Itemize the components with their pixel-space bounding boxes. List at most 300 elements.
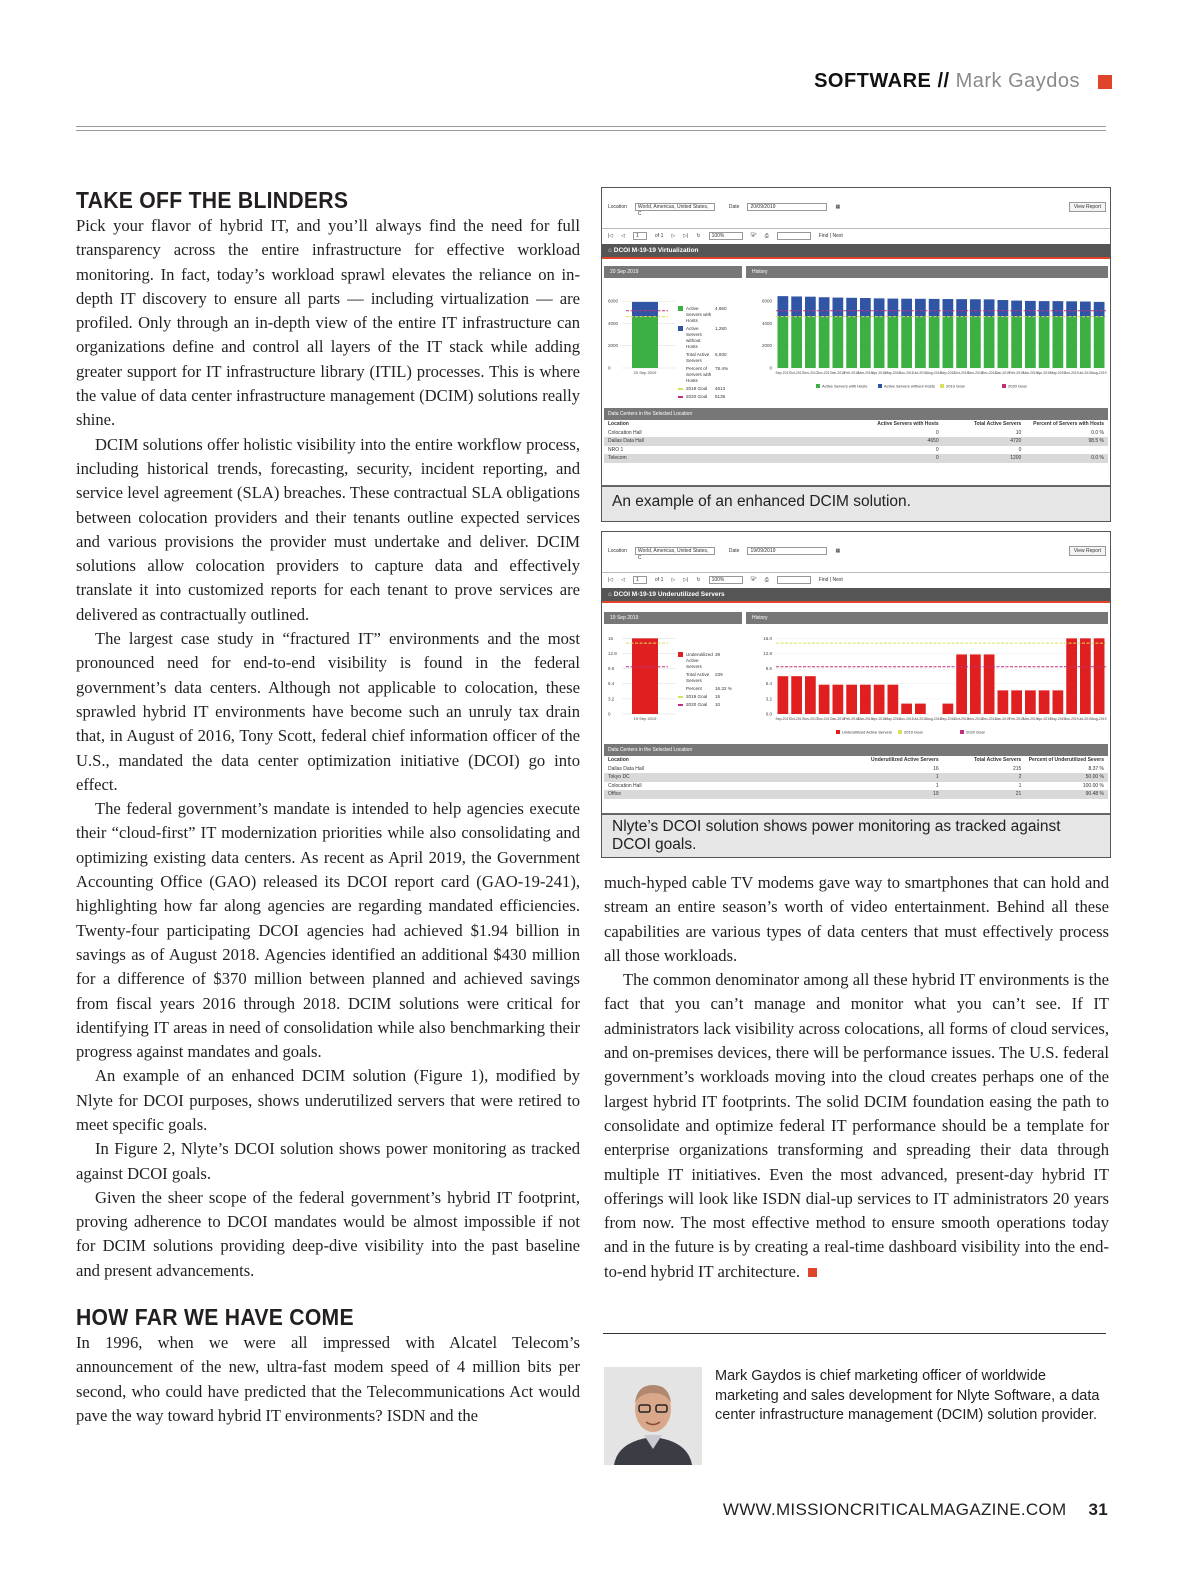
figure-caption: Nlyte’s DCOI solution shows power monitoring as tracked against DCOI goals. — [602, 813, 1110, 857]
column-header: Percent of Servers with Hosts — [1033, 421, 1105, 427]
history-panel-header: History — [746, 266, 1108, 278]
author-photo — [604, 1367, 702, 1465]
x-tick-label: Dec-2018 — [981, 371, 997, 375]
bar — [632, 638, 658, 714]
x-tick-label: Aug-2019 — [1091, 371, 1107, 375]
view-report-button[interactable]: View Report — [1069, 202, 1106, 212]
bar — [943, 317, 954, 368]
table-cell: 0 — [1018, 446, 1022, 453]
x-tick-label: Feb-2019 — [1009, 371, 1024, 375]
legend-swatch — [678, 396, 683, 398]
paragraph: Pick your flavor of hybrid IT, and you’ll always find the need for full transparency across the entire infrastructure for effective workload monitoring. In fact, today’s workload sprawl elevates the reliance on in-depth IT discovery to ensure all parts — including virtualization — are profiled. Only through an in-depth view of the entire IT infrastructure can organizations define and control all layers of the IT stack while adding greater support for IT infrastructure library (ITIL) processes. This is where the value of data center infrastructure management (DCIM) solutions really shine. — [76, 216, 580, 430]
bar — [984, 299, 995, 316]
legend-label: Underutilized Active Servers — [686, 652, 713, 669]
paragraph: much-hyped cable TV modems gave way to smartphones that can hold and stream an entire season’s worth of video entertainment. Behind all these capabilities are various types of data centers that must effectively process all those workloads. — [604, 873, 1109, 965]
first-page-icon[interactable]: |◁ — [608, 577, 614, 583]
legend-swatch — [678, 652, 683, 657]
x-tick-label: Aug-2019 — [1091, 717, 1107, 721]
refresh-icon[interactable]: ↻ — [696, 577, 701, 583]
bar — [998, 690, 1009, 714]
bar — [860, 298, 871, 317]
next-page-icon[interactable]: ▷ — [671, 233, 676, 239]
bio-divider — [603, 1333, 1106, 1334]
legend-value: 10 — [715, 702, 721, 707]
bar — [901, 704, 912, 714]
table-cell: Dallas Data Hall — [608, 438, 644, 444]
footer — [723, 1500, 1108, 1520]
table-cell: 50.00 % — [1085, 774, 1105, 780]
y-tick-label: 16.0 — [763, 635, 772, 641]
x-tick-label: Apr-2018 — [872, 717, 887, 721]
bar — [998, 317, 1009, 368]
bar — [791, 676, 802, 714]
x-tick-label: May-2019 — [1050, 371, 1066, 375]
right-column — [604, 871, 1109, 1284]
legend-value: 5,930 — [715, 352, 727, 357]
save-icon[interactable]: 🖫▾ — [750, 576, 757, 582]
running-header — [814, 70, 1112, 93]
bar — [915, 317, 926, 368]
x-tick-label: Jul-2018 — [913, 717, 927, 721]
bar — [888, 299, 899, 317]
legend-swatch — [678, 388, 683, 390]
last-page-icon[interactable]: ▷| — [683, 233, 689, 239]
bar — [956, 317, 967, 368]
bar — [833, 317, 844, 368]
legend-swatch — [878, 384, 882, 388]
table-row[interactable] — [604, 790, 1108, 799]
bar — [1011, 301, 1022, 317]
table-header-row — [604, 756, 1108, 765]
x-tick-label: Mar-2018 — [858, 371, 873, 375]
x-tick-label: Jan-2019 — [995, 717, 1010, 721]
x-tick-label: Nov-2018 — [968, 371, 983, 375]
y-tick-label: 6.4 — [608, 681, 615, 687]
bar — [1025, 301, 1036, 317]
x-tick-label: Oct-2017 — [789, 371, 804, 375]
save-icon[interactable]: 🖫▾ — [750, 232, 757, 238]
author-label: Mark Gaydos — [955, 70, 1080, 92]
bar — [860, 317, 871, 368]
x-tick-label: Aug-2018 — [926, 371, 942, 375]
report-params — [602, 547, 1110, 561]
bar — [915, 704, 926, 714]
x-tick-label: Jun-2018 — [899, 371, 914, 375]
y-tick-label: 2000 — [608, 343, 619, 349]
legend-swatch — [678, 686, 683, 691]
left-column — [76, 182, 580, 1428]
bar — [874, 685, 885, 714]
refresh-icon[interactable]: ↻ — [696, 233, 701, 239]
table-cell — [1021, 446, 1104, 455]
x-tick-label: Jul-2019 — [1078, 371, 1092, 375]
legend-swatch — [816, 384, 820, 388]
view-report-button[interactable]: View Report — [1069, 546, 1106, 556]
table-cell: 215 — [1013, 765, 1022, 772]
paragraph: An example of an enhanced DCIM solution (Figure 1), modified by Nlyte for DCOI purposes, shows underutilized servers that were retired to meet specific goals. — [76, 1066, 580, 1134]
table-cell: 1200 — [1010, 455, 1022, 461]
table-cell: 4650 — [927, 438, 939, 444]
bar — [1080, 317, 1091, 368]
legend-label: 2020 Goal — [1008, 383, 1027, 389]
heading-take-off-the-blinders: TAKE OFF THE BLINDERS — [76, 187, 349, 213]
legend-label: Percent — [686, 686, 702, 691]
column-header: Underutilized Active Servers — [871, 757, 939, 763]
bar — [1039, 317, 1050, 368]
x-tick-label: May-2018 — [885, 371, 901, 375]
y-tick-label: 12.8 — [608, 650, 617, 656]
bar — [778, 317, 789, 368]
legend-label: 2020 Goal — [686, 394, 708, 399]
x-tick-label: Mar-2019 — [1023, 717, 1038, 721]
bar — [874, 317, 885, 368]
bar — [632, 302, 658, 317]
table-title: Data Centers in the Selected Location — [604, 408, 1108, 420]
zoom-select[interactable]: 100% — [709, 576, 743, 584]
table-row[interactable] — [604, 454, 1108, 463]
date-label: Date — [728, 204, 740, 210]
table-row[interactable] — [604, 429, 1108, 438]
table-cell: 90.48 % — [1085, 791, 1105, 797]
legend-label: Percent of Servers with Hosts — [686, 366, 712, 383]
column-header: Percent of Underutilized Severs — [1028, 757, 1105, 763]
x-tick-label: May-2019 — [1050, 717, 1066, 721]
report-params — [602, 203, 1110, 217]
legend-item — [678, 652, 748, 670]
x-tick-label: Jan-2019 — [995, 371, 1010, 375]
figure-2 — [601, 531, 1111, 858]
dcim-screenshot — [602, 188, 1110, 485]
bar — [888, 685, 899, 714]
bar — [778, 676, 789, 714]
x-tick-label: Aug-2018 — [926, 717, 942, 721]
bar — [956, 299, 967, 317]
calendar-icon[interactable]: ▦ — [835, 204, 841, 210]
table-title: Data Centers in the Selected Location — [604, 744, 1108, 756]
legend-label: 2020 Goal — [686, 702, 708, 707]
legend-value: 5136 — [715, 394, 726, 399]
x-tick-label: Feb-2018 — [844, 371, 859, 375]
find-next-links[interactable]: Find | Next — [818, 577, 843, 583]
x-tick-label: Nov-2017 — [803, 371, 818, 375]
bar — [970, 654, 981, 714]
current-chart — [602, 630, 682, 740]
column-header: Total Active Servers — [973, 757, 1022, 763]
legend-label: Total Active Servers — [686, 352, 710, 363]
heading-how-far-we-have-come: HOW FAR WE HAVE COME — [76, 1304, 354, 1331]
first-page-icon[interactable]: |◁ — [608, 233, 614, 239]
x-tick-label: Jan-2018 — [830, 371, 845, 375]
legend-value: 15 — [715, 694, 721, 699]
legend-swatch — [678, 306, 683, 311]
legend-item — [678, 686, 748, 692]
legend-label: 2019 Goal — [686, 694, 708, 699]
bar — [819, 317, 830, 368]
legend-value: 4613 — [715, 386, 726, 391]
find-input[interactable] — [777, 576, 811, 584]
page-count: of 1 — [655, 233, 664, 239]
last-page-icon[interactable]: ▷| — [683, 577, 689, 583]
home-icon[interactable]: ⌂ — [608, 591, 612, 598]
legend-swatch — [940, 384, 944, 388]
calendar-icon[interactable]: ▦ — [835, 548, 841, 554]
y-tick-label: 6000 — [761, 298, 772, 304]
bar — [901, 299, 912, 317]
column-header: Location — [608, 757, 629, 763]
table-row[interactable] — [604, 765, 1108, 774]
legend-label: 2020 Goal — [966, 729, 985, 735]
y-tick-label: 3.2 — [765, 696, 772, 702]
legend-label: Active Servers with Hosts — [686, 306, 712, 323]
report-toolbar — [602, 228, 1110, 240]
x-tick-label: Jun-2019 — [1064, 371, 1079, 375]
page-input[interactable]: 1 — [633, 576, 647, 584]
x-tick-label: Oct-2017 — [789, 717, 804, 721]
bar — [1080, 638, 1091, 714]
report-toolbar — [602, 572, 1110, 584]
bar — [1080, 302, 1091, 317]
x-tick-label: Feb-2018 — [844, 717, 859, 721]
column-header: Total Active Servers — [973, 421, 1022, 427]
table-row[interactable] — [604, 773, 1108, 782]
table-row[interactable] — [604, 782, 1108, 791]
magazine-url: WWW.MISSIONCRITICALMAGAZINE.COM — [722, 1500, 1067, 1519]
home-icon[interactable]: ⌂ — [608, 247, 612, 254]
y-tick-label: 4000 — [761, 320, 772, 326]
legend-label: Active Servers without Hosts — [884, 383, 935, 389]
legend-label: 2019 Goal — [946, 383, 965, 389]
bar — [805, 297, 816, 317]
print-icon[interactable]: ⎙ — [764, 233, 769, 239]
y-tick-label: 16 — [608, 635, 614, 641]
date-input[interactable]: 20/09/2019 — [747, 203, 827, 211]
bar — [984, 654, 995, 714]
table-cell: Dallas Data Hall — [608, 765, 644, 772]
legend-item — [678, 394, 748, 400]
table-cell: Office — [608, 791, 621, 797]
x-tick-label: Oct-2018 — [954, 717, 969, 721]
history-panel-header: History — [746, 612, 1108, 624]
bar — [1011, 690, 1022, 714]
y-tick-label: 9.6 — [608, 666, 615, 672]
section-label: SOFTWARE // — [814, 70, 950, 92]
legend-label: Underutilized Active Servers — [842, 729, 893, 735]
data-centers-table — [604, 408, 1108, 463]
legend-item — [678, 702, 748, 708]
bar — [846, 298, 857, 317]
x-tick-label: Jun-2019 — [1064, 717, 1079, 721]
legend-value: 78.4% — [715, 366, 729, 371]
bar — [1053, 301, 1064, 317]
y-tick-label: 3.2 — [608, 696, 615, 702]
paragraph: In 1996, when we were all impressed with Alcatel Telecom’s announcement of the new, ultra-fast modem speed of 4 million bits per second, who could have predicted that the Telecommunications Act would pave the way toward hybrid IT environments? ISDN and the — [76, 1333, 580, 1425]
legend-swatch — [836, 730, 840, 734]
bar — [805, 317, 816, 368]
legend-swatch — [898, 730, 902, 734]
bar — [1094, 317, 1105, 368]
legend-value: 239 — [715, 672, 723, 677]
legend-label: Active Servers with Hosts — [822, 383, 868, 389]
legend-swatch — [678, 696, 683, 698]
bar — [915, 299, 926, 317]
bar — [929, 317, 940, 368]
table-row[interactable] — [604, 446, 1108, 455]
legend-swatch — [678, 366, 683, 371]
location-label: Location — [608, 204, 627, 210]
bar — [632, 317, 658, 368]
next-page-icon[interactable]: ▷ — [671, 577, 676, 583]
bar — [901, 317, 912, 368]
table-cell: 0 — [935, 429, 939, 436]
bar — [970, 299, 981, 316]
bar — [943, 704, 954, 714]
current-legend — [678, 306, 748, 402]
y-tick-label: 0 — [608, 711, 611, 717]
end-mark-icon — [808, 1268, 817, 1277]
y-tick-label: 0 — [608, 365, 611, 371]
legend-item — [678, 386, 748, 392]
current-panel-header: 20 Sep 2019 — [604, 266, 742, 278]
current-panel-header: 19 Sep 2019 — [604, 612, 742, 624]
table-cell: 8.37 % — [1088, 765, 1105, 772]
paragraph: Given the sheer scope of the federal government’s hybrid IT footprint, proving adherence to DCOI mandates would be almost impossible if not for DCIM solutions providing deep-dive visibility into the past baseline and present advancements. — [76, 1187, 580, 1280]
legend-item — [678, 672, 748, 684]
x-tick-label: Mar-2018 — [858, 717, 873, 721]
prev-page-icon[interactable]: ◁ — [621, 233, 626, 239]
y-tick-label: 4000 — [608, 320, 619, 326]
table-cell: 0 — [935, 455, 939, 461]
bar — [1011, 317, 1022, 368]
bar — [1094, 302, 1105, 317]
x-tick-label: Dec-2018 — [981, 717, 997, 721]
location-select[interactable]: World, Americas, United States, C — [635, 203, 715, 211]
x-tick-label: 19 Sep 2019 — [633, 716, 657, 721]
x-tick-label: Apr-2019 — [1037, 371, 1052, 375]
x-tick-label: Jul-2019 — [1078, 717, 1092, 721]
y-tick-label: 6.4 — [765, 681, 772, 687]
bar — [956, 654, 967, 714]
legend-swatch — [960, 730, 964, 734]
legend-value: 39 — [715, 652, 721, 657]
page-input[interactable]: 1 — [633, 232, 647, 240]
page-count: of 1 — [655, 577, 664, 583]
table-row[interactable] — [604, 437, 1108, 446]
find-input[interactable] — [777, 232, 811, 240]
bar — [860, 685, 871, 714]
bar — [846, 317, 857, 368]
table-cell: NRO 1 — [608, 446, 624, 453]
table-cell: 1 — [1018, 782, 1022, 789]
bar — [805, 676, 816, 714]
legend-label: Active Servers without Hosts — [686, 326, 702, 349]
x-tick-label: Sep-2017 — [775, 717, 791, 721]
legend-label: 2019 Goal — [904, 729, 923, 735]
bar — [874, 298, 885, 316]
legend-label: 2019 Goal — [686, 386, 708, 391]
bar — [833, 685, 844, 714]
legend-item — [678, 306, 748, 324]
bar — [1094, 638, 1105, 714]
header-rule — [76, 126, 1106, 131]
location-select[interactable]: World, Americas, United States, C — [635, 547, 715, 555]
legend-value: 4,650 — [715, 306, 727, 311]
location-label: Location — [608, 548, 627, 554]
date-input[interactable]: 19/09/2019 — [747, 547, 827, 555]
bar — [819, 685, 830, 714]
page-number: 31 — [1088, 1500, 1108, 1519]
x-tick-label: Oct-2018 — [954, 371, 969, 375]
history-chart — [746, 630, 1110, 740]
prev-page-icon[interactable]: ◁ — [621, 577, 626, 583]
print-icon[interactable]: ⎙ — [764, 577, 769, 583]
table-cell: 100.00 % — [1082, 782, 1105, 789]
table-cell: Colocation Hall — [608, 429, 642, 436]
report-title-bar — [602, 588, 1110, 603]
table-cell: 0.0 % — [1091, 429, 1105, 436]
table-cell: Colocation Hall — [608, 782, 642, 789]
report-title-bar — [602, 244, 1110, 259]
column-header: Active Servers with Hosts — [877, 421, 939, 427]
zoom-select[interactable]: 100% — [709, 232, 743, 240]
table-cell: 19 — [933, 791, 939, 797]
x-tick-label: Sep-2018 — [940, 717, 956, 721]
legend-swatch — [678, 352, 683, 357]
paragraph: DCIM solutions offer holistic visibility into the entire workflow process, including historical trends, forecasting, security, incident reporting, and service level agreement (SLA) breaches. These contractual SLA obligations between colocation providers and their tenants outline expected services and various provisions the provider must undertake and deliver. DCIM solutions allow colocation providers to capture data and effectively translate it into customized reports for each tenant to prove services are delivered as contractually outlined. — [76, 434, 580, 624]
legend-item — [678, 366, 748, 384]
y-tick-label: 0 — [769, 365, 772, 371]
bar — [970, 317, 981, 368]
history-chart — [746, 284, 1110, 394]
figure-1 — [601, 187, 1111, 522]
y-tick-label: 9.6 — [765, 666, 772, 672]
bar — [929, 299, 940, 317]
table-cell: Tokyo DC — [608, 774, 630, 780]
paragraph: The federal government’s mandate is intended to help agencies execute their “cloud-first” IT modernization priorities while also consolidating and optimizing existing data centers. As recent as April 2019, the Government Accounting Office (GAO) released its DCOI report card (GAO-19-241), highlighting how far along agencies are regarding mandated efficiencies. Twenty-four participating DCOI agencies had achieved $1.94 billion in savings as of August 2018. Agencies identified an additional $430 million for a difference of $370 million between planned and achieved savings from fiscal years 2016 through 2018. DCIM solutions were critical for identifying IT areas in need of consolidation while also benchmarking their progress against mandates and goals. — [76, 799, 580, 1062]
paragraph: The largest case study in “fractured IT” environments and the most pronounced need for end-to-end visibility is found in the federal government’s data centers. Although not applicable to colocation, these sprawled hybrid IT environments have become such an unruly tax drain that, in August of 2016, Tony Scott, federal chief information officer of the U.S., mandated the data center optimization initiative (DCOI) go into effect. — [76, 629, 580, 794]
x-tick-label: Feb-2019 — [1009, 717, 1024, 721]
x-tick-label: Sep-2018 — [940, 371, 956, 375]
legend-item — [678, 694, 748, 700]
bar — [1066, 317, 1077, 368]
table-cell: 98.5 % — [1088, 438, 1105, 444]
find-next-links[interactable]: Find | Next — [818, 233, 843, 239]
x-tick-label: Sep-2017 — [775, 371, 791, 375]
bar — [943, 299, 954, 317]
x-tick-label: Dec-2017 — [816, 371, 832, 375]
table-header-row — [604, 420, 1108, 429]
bar — [1053, 690, 1064, 714]
dcim-screenshot — [602, 532, 1110, 813]
bar — [846, 685, 857, 714]
data-centers-table — [604, 744, 1108, 799]
bar — [1066, 301, 1077, 316]
bar — [1039, 690, 1050, 714]
bar — [791, 296, 802, 316]
legend-value: 1,280 — [715, 326, 727, 331]
x-tick-label: Jul-2018 — [913, 371, 927, 375]
legend-item — [678, 352, 748, 364]
bar — [1025, 690, 1036, 714]
x-tick-label: 20 Sep 2019 — [633, 370, 657, 375]
paragraph-text: The common denominator among all these hybrid IT environments is the fact that you can’t manage and monitor what you can’t see. If IT administrators lack visibility across colocations, all forms of cloud services, and on-premises devices, there will be performance issues. The U.S. federal government’s workloads moving into the cloud creates perhaps one of the largest hybrid IT footprints. The solid DCIM foundation easing the path to consolidate and optimize federal IT performance should be a template for enterprise organizations transforming and spreading their data through multiple IT initiatives. Even the most advanced, present-day hybrid IT offerings will look like ISDN dial-up services to IT administrators 20 years from now. The most effective method to ensure smooth operations today and in the future is by creating a real-time dashboard visibility into the end-to-end hybrid IT architecture. — [604, 970, 1109, 1281]
bar — [1039, 301, 1050, 317]
paragraph: In Figure 2, Nlyte’s DCOI solution shows power monitoring as tracked against DCOI goals. — [76, 1139, 580, 1183]
table-cell: Telecom — [608, 455, 627, 461]
x-tick-label: Dec-2017 — [816, 717, 832, 721]
figure-caption: An example of an enhanced DCIM solution. — [602, 485, 1110, 521]
legend-value: 16.32 % — [715, 686, 732, 691]
legend-swatch — [678, 672, 683, 677]
